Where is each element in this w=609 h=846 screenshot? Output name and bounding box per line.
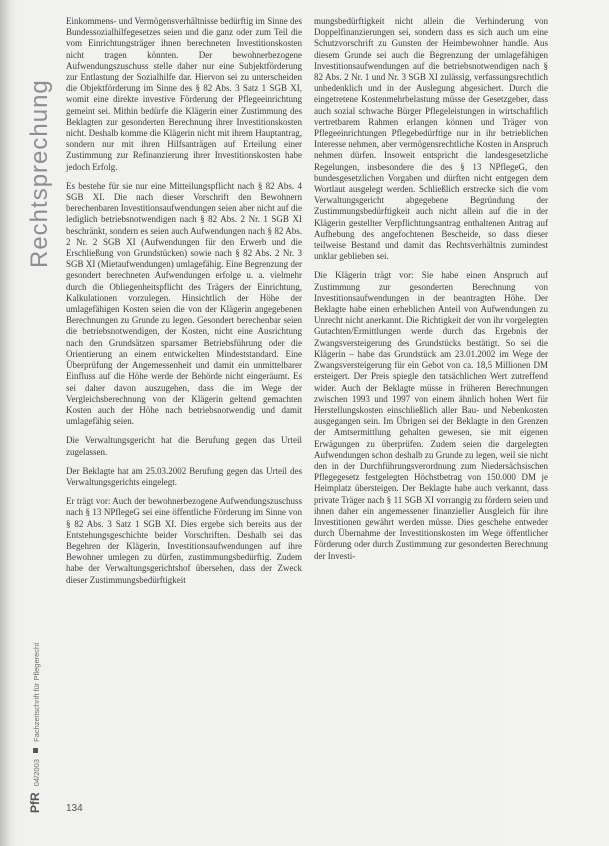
section-title-text: Rechtsprechung xyxy=(26,79,53,268)
paragraph: Er trägt vor: Auch der bewohnerbezogene Aufwendungszuschuss nach § 13 NPflegeG sei eine öffentliche Förderung im Sinne von § 82 Abs. 3 Satz 1 SGB XI. Dies ergebe sich bereits aus der Entstehungsgeschichte beider Vorschriften. Deshalb sei das Begehren der Klägerin, Investitionsaufwendungen auf ihre Bewohner umlegen zu dürfen, zustimmungsbedürftig. Zudem habe der Verwaltungsgerichtshof übersehen, dass der Zweck dieser Zustimmungsbedürftigkeit xyxy=(66,496,302,585)
paragraph: Es bestehe für sie nur eine Mitteilungspflicht nach § 82 Abs. 4 SGB XI. Die nach dieser Vorschrift den Bewohnern berechenbaren Investitionsaufwendungen seien aber nicht auf die lediglich betriebsnotwendigen nach § 82 Abs. 2 Nr. 1 SGB XI beschränkt, sondern es seien auch Aufwendungen nach § 82 Abs. 2 Nr. 2 SGB XI (Aufwendungen für den Erwerb und die Erschließung von Grundstücken) sowie nach § 82 Abs. 2 Nr. 3 SGB XI (Mietaufwendungen) umlagefähig. Eine Begrenzung der gesondert berechneten Aufwendungen erfolge u. a. vielmehr durch die Obliegenheitspflicht des Trägers der Einrichtung, Kalkulationen vorzulegen. Hinsichtlich der Höhe der umlagefähigen Kosten seien die von der Klägerin angegebenen Berechnungen zu Grunde zu legen. Gesondert berechenbar seien die betriebsnotwendigen, der Kosten, nicht eine Ausrichtung nach den Grundsätzen sparsamer Betriebsführung oder die Orientierung an einem entwickelten Mindeststandard. Eine Überprüfung der Angemessenheit und damit ein unmittelbarer Einfluss auf die Höhe werde der Behörde nicht eingeräumt. Es sei daher davon auszugehen, dass die im Wege der Vergleichsberechnung von der Klägerin geltend gemachten Kosten auch der Höhe nach betriebsnotwendig und damit umlagefähig seien. xyxy=(66,180,302,427)
journal-logo: PfR xyxy=(28,792,42,813)
paragraph: Die Klägerin trägt vor: Sie habe einen Anspruch auf Zustimmung zur gesonderten Berechnung von Investitionsaufwendungen in der beantragten Höhe. Der Beklagte habe einen erheblichen Anteil von Aufwendungen zu Unrecht nicht anerkannt. Die Richtigkeit der von ihr vorgelegten Gutachten/Ermittlungen werde durch das Ergebnis der Zwangsversteigerung des Grundstücks bestätigt. So sei die Klägerin – habe das Grundstück am 23.01.2002 im Wege der Zwangsversteigerung für ein Gebot von ca. 18,5 Millionen DM ersteigert. Der Preis spiegle den tatsächlichen Wert zutreffend wider. Auch der Beklagte müsse in früheren Berechnungen zwischen 1993 und 1997 von einem ähnlich hohen Wert für Herstellungskosten einschließlich aller Bau- und Nebenkosten ausgegangen sein. Im Übrigen sei der Beklagte in den Grenzen der Amtsermittlung gehalten gewesen, sie mit eigenen Erwägungen zu überprüfen. Zudem seien die dargelegten Aufwendungen schon deshalb zu Grunde zu legen, weil sie nicht den in der Durchführungsverordnung zum Niedersächsischen Pflegegesetz festgelegten Höchstbetrag von 150.000 DM je Heimplatz übersteigen. Der Beklagte habe auch verkannt, dass private Träger nach § 11 SGB XI vorrangig zu fördern seien und ihnen daher ein angemessener finanzieller Ausgleich für ihre Investitionen gewährt werden müsse. Dies geschehe entweder durch Übernahme der Investitionskosten im Wege öffentlicher Förderung oder durch Zustimmung zur gesonderten Berechnung der Investi- xyxy=(314,270,548,561)
separator-square-icon xyxy=(33,748,38,753)
page-number: 134 xyxy=(66,803,83,814)
right-text-column xyxy=(314,16,548,570)
paragraph: Der Beklagte hat am 25.03.2002 Berufung gegen das Urteil des Verwaltungsgerichts eingelegt. xyxy=(66,465,302,487)
paragraph: mungsbedürftigkeit nicht allein die Verhinderung von Doppelfinanzierungen sei, sondern dass es sich auch um eine Schutzvorschrift zu Gunsten der Heimbewohner handle. Aus diesem Grunde sei auch die Begrenzung der umlagefähigen Investitionsaufwendungen auf die betriebsnotwendigen nach § 82 Abs. 2 Nr. 1 und Nr. 3 SGB XI zulässig, verfassungsrechtlich unbedenklich und in der Auslegung abgesichert. Durch die eingetretene Kostenmehrbelastung müsse der Gesetzgeber, dass auch sozial schwache Bürger Pflegeleistungen in wirtschaftlich vertretbarem Rahmen erlangen können und Träger von Pflegeeinrichtungen Pflegebedürftige nur in ihr betrieblichen Interesse nehmen, aber vermögensrechtliche Kosten in Anspruch nehmen dürfen. Insoweit entspricht die landesgesetzliche Regelungen, insbesondere die des § 13 NPflegeG, den bundesgesetzlichen Vorgaben und dürften nicht entgegen dem Wortlaut ausgelegt werden. Schließlich erstrecke sich die vom Verwaltungsgericht abgegebene Begründung der Zustimmungsbedürftigkeit auch nicht allein auf die in der Klägerin gestellter Verpflichtungsantrag enthaltenen Antrag auf Aufhebung des angefochtenen Bescheide, so dass dieser teilweise Bestand und damit das Rechtsverhältnis zumindest unklar geblieben sei. xyxy=(314,16,548,262)
journal-issue: 04/2003 xyxy=(32,759,41,787)
section-title-vertical xyxy=(26,14,54,274)
left-text-column xyxy=(66,16,302,594)
paragraph: Einkommens- und Vermögensverhältnisse bedürftig im Sinne des Bundessozialhilfegesetzes seien und die ganz oder zum Teil die vom Einrichtungsträger ihnen berechneten Investitionskosten nicht tragen könnten. Der bewohnerbezogene Aufwendungszuschuss stelle daher nur eine Subjektförderung zur Entlastung der Sozialhilfe dar. Hiervon sei zu unterscheiden die Objektförderung im Sinne des § 82 Abs. 3 Satz 1 SGB XI, womit eine direkte investive Förderung der Pflegeeinrichtung gemeint sei. Mithin bedürfe die Klägerin einer Zustimmung des Beklagten zur gesonderten Berechnung ihrer Investitionskosten nicht. Deshalb komme die Klägerin nicht mit ihrem Hauptantrag, sondern nur mit ihren Hilfsanträgen auf Erteilung einer Zustimmung zur Refinanzierung ihrer Investitionskosten habe jedoch Erfolg. xyxy=(66,16,302,172)
journal-name: Fachzeitschrift für Pflegerecht xyxy=(32,642,41,742)
paragraph: Die Verwaltungsgericht hat die Berufung gegen das Urteil zugelassen. xyxy=(66,435,302,457)
journal-footer-vertical xyxy=(28,545,48,815)
